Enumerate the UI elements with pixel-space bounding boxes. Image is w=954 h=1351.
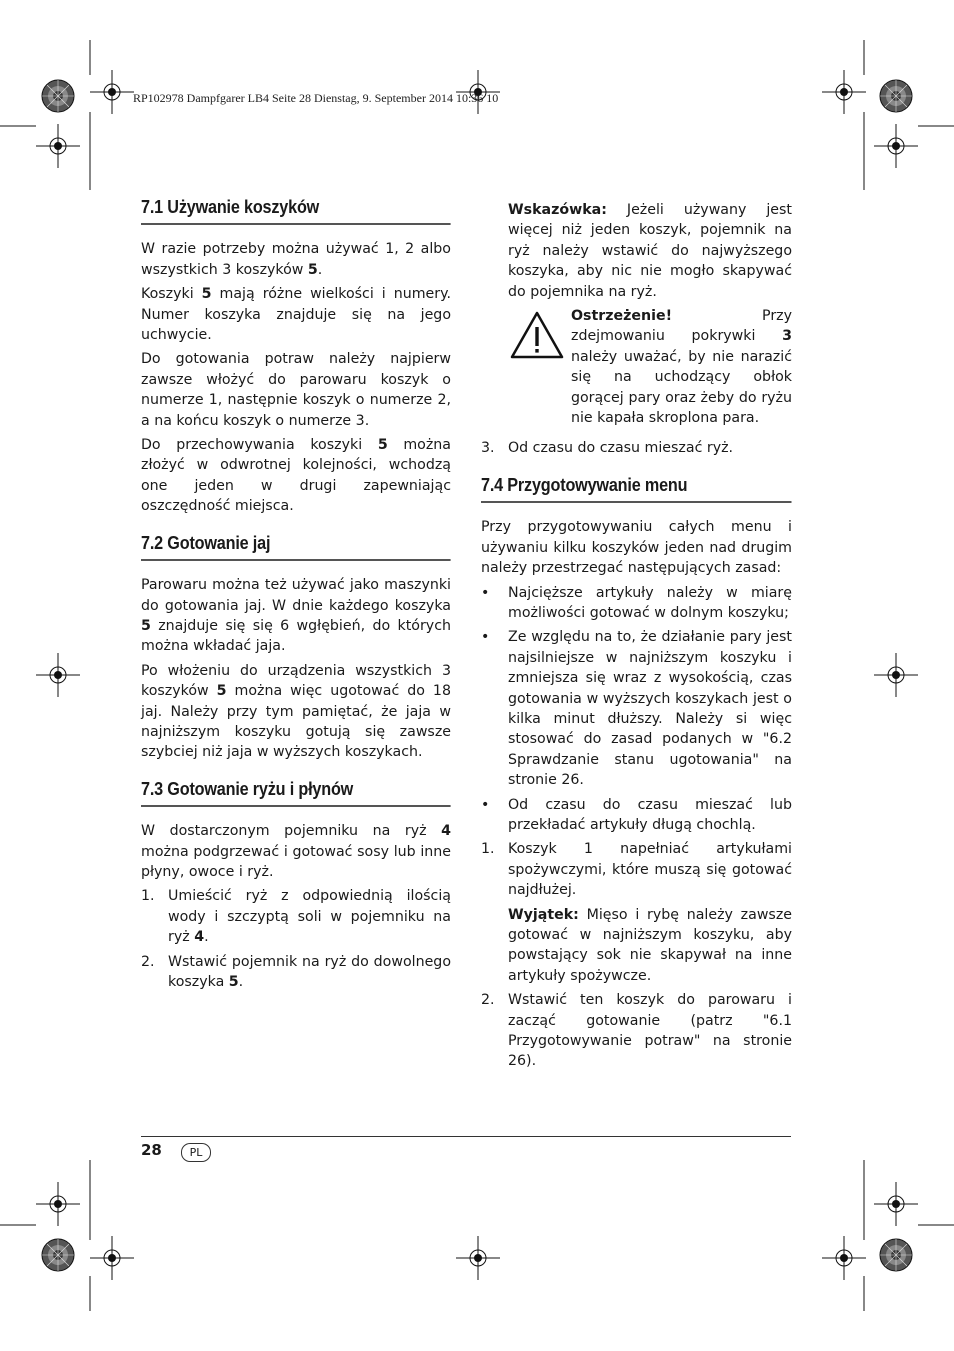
- section-title: 7.1 Używanie koszyków: [141, 197, 451, 225]
- paragraph: Parowaru można też używać jako maszynki do gotowania jaj. W dnie każdego koszyka 5 znajduje się się 6 wgłębień, do których można wkładać jaja.: [141, 577, 451, 655]
- paragraph: Po włożeniu do urządzenia wszystkich 3 koszyków 5 można więc ugotować do 18 jaj. Należy przy tym pamiętać, że jaja w najniższym koszyku gotują się zawsze szybciej niż jaja w wyższych koszykach.: [141, 662, 451, 761]
- bullet-item: • Od czasu do czasu mieszać lub przekładać artykuły długą chochlą.: [481, 796, 792, 833]
- list-item: 3. Od czasu do czasu mieszać ryż.: [481, 440, 734, 457]
- page-number: 28: [141, 1141, 162, 1159]
- list-item: 2. Wstawić pojemnik na ryż do dowolnego koszyka 5.: [141, 953, 451, 990]
- paragraph: W razie potrzeby można używać 1, 2 albo wszystkich 3 koszyków 5.: [141, 241, 451, 278]
- footer-rule: [141, 1136, 791, 1137]
- section-7-3: [141, 779, 451, 993]
- paragraph: W dostarczonym pojemniku na ryż 4 można podgrzewać i gotować sosy lub inne płyny, owoce i ryż.: [141, 823, 451, 880]
- section-7-1: [141, 197, 451, 517]
- warning-text: Ostrzeżenie! Przy zdejmowaniu pokrywki 3 należy uważać, by nie narazić się na uchodzący obłok gorącej pary oraz żeby do ryżu nie kapała skroplona para.: [571, 308, 792, 427]
- hint-note: Wskazówka: Jeżeli używany jest więcej niż jeden koszyk, pojemnik na ryż należy wstawić do najwyższego koszyka, aby nic nie mogło skapywać do pojemnika na ryż.: [508, 202, 792, 300]
- paragraph: Koszyki 5 mają różne wielkości i numery. Numer koszyka znajduje się na jego uchwycie.: [141, 286, 451, 344]
- paragraph: Do przechowywania koszyki 5 można złożyć w odwrotnej kolejności, wchodzą one jeden w drugi zapewniając oszczędność miejsca.: [141, 437, 451, 515]
- section-title: 7.2 Gotowanie jaj: [141, 533, 451, 561]
- list-item: 1. Koszyk 1 napełniać artykułami spożywczymi, które muszą się gotować najdłużej.: [481, 841, 792, 899]
- paragraph: Przy przygotowywaniu całych menu i używaniu kilku koszyków jeden nad drugim należy przestrzegać następujących zasad:: [481, 519, 792, 577]
- section-7-2: [141, 533, 451, 763]
- left-column: [141, 197, 451, 996]
- exception-note: Wyjątek: Mięso i rybę należy zawsze gotować w najniższym koszyku, aby powstający sok nie skapywał na inne artykuły spożywcze.: [508, 906, 792, 984]
- warning-triangle-icon: [509, 310, 573, 432]
- warning-block: [481, 306, 792, 432]
- section-title: 7.4 Przygotowywanie menu: [481, 475, 792, 503]
- list-item: 2. Wstawić ten koszyk do parowaru i zacząć gotowanie (patrz "6.1 Przygotowywanie potraw" na stronie 26).: [481, 992, 792, 1070]
- paragraph: Do gotowania potraw należy najpierw zawsze włożyć do parowaru koszyk o numerze 1, następnie koszyk o numerze 2, a na końcu koszyk o numerze 3.: [141, 351, 451, 429]
- list-item: 1. Umieścić ryż z odpowiednią ilością wody i szczyptą soli w pojemniku na ryż 4.: [141, 888, 451, 946]
- bullet-item: • Najcięższe artykuły należy w miarę możliwości gotować w dolnym koszyku;: [481, 584, 792, 621]
- language-badge: PL: [181, 1143, 211, 1162]
- print-header: RP102978 Dampfgarer LB4 Seite 28 Dienstag, 9. September 2014 10:36 10: [133, 91, 499, 105]
- section-7-4: [481, 475, 792, 1072]
- section-title: 7.3 Gotowanie ryżu i płynów: [141, 779, 451, 807]
- right-column: [481, 200, 792, 1076]
- bullet-item: • Ze względu na to, że działanie pary jest najsilniejsze w najniższym koszyku i zmniejsza się wraz z wysokością, czas gotowania w wyższych koszykach jest o kilka minut dłuższy. Należy si więc stosować do zasad podanych w "6.2 Sprawdzanie stanu ugotowania" na stronie 26.: [481, 629, 792, 789]
